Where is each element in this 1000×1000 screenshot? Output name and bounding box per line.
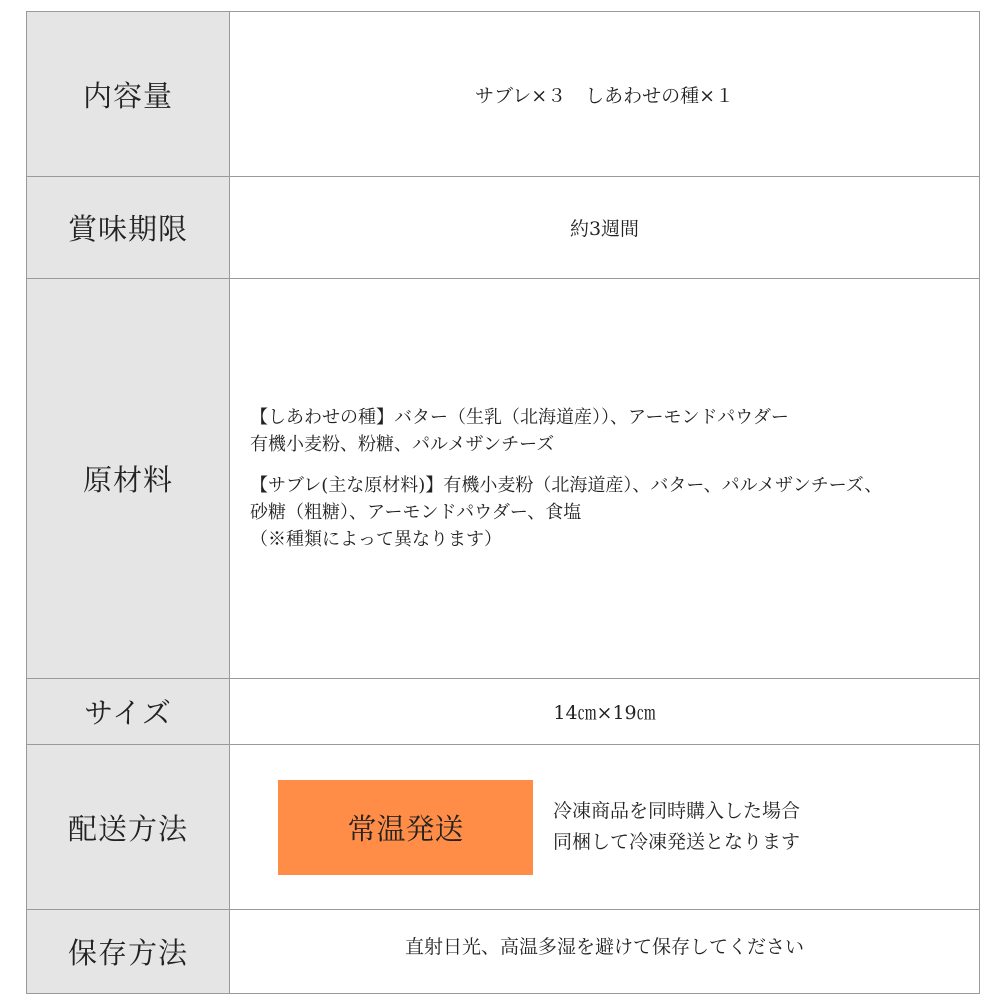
ingredients-sable <box>250 472 882 553</box>
label-size: サイズ <box>27 679 230 744</box>
ingredients-line: （※種類によって異なります） <box>250 529 502 550</box>
ingredients-list <box>250 404 882 553</box>
product-spec-table <box>26 11 980 994</box>
label-shipping: 配送方法 <box>27 745 230 909</box>
row-storage <box>27 910 979 993</box>
ingredients-line: 【サブレ(主な原材料)】有機小麦粉（北海道産）、バター、パルメザンチーズ、 <box>250 475 883 496</box>
shipping-note <box>553 796 800 858</box>
value-storage: 直射日光、高温多湿を避けて保存してください <box>404 936 804 958</box>
ingredients-line: 【しあわせの種】バター（生乳（北海道産））、アーモンドパウダー <box>250 407 789 428</box>
row-shipping <box>27 745 979 910</box>
label-contents: 内容量 <box>27 12 230 176</box>
ingredients-seed <box>250 404 882 458</box>
shipping-note-line: 同梱して冷凍発送となります <box>553 831 801 853</box>
row-contents <box>27 12 979 177</box>
label-ingredients: 原材料 <box>27 279 230 678</box>
label-storage: 保存方法 <box>27 910 230 993</box>
value-shipping <box>230 745 979 909</box>
value-ingredients <box>230 279 979 678</box>
label-best-before: 賞味期限 <box>27 177 230 278</box>
shipping-note-line: 冷凍商品を同時購入した場合 <box>553 800 801 822</box>
row-best-before <box>27 177 979 279</box>
ingredients-line: 砂糖（粗糖）、アーモンドパウダー、食塩 <box>250 502 582 523</box>
shipping-method-badge: 常温発送 <box>278 780 533 875</box>
value-size: 14㎝×19㎝ <box>553 702 656 724</box>
row-size <box>27 679 979 745</box>
value-contents: サブレ×３ しあわせの種×１ <box>474 84 735 107</box>
row-ingredients <box>27 279 979 679</box>
ingredients-line: 有機小麦粉、粉糖、パルメザンチーズ <box>250 434 555 455</box>
value-best-before: 約3週間 <box>569 218 640 240</box>
